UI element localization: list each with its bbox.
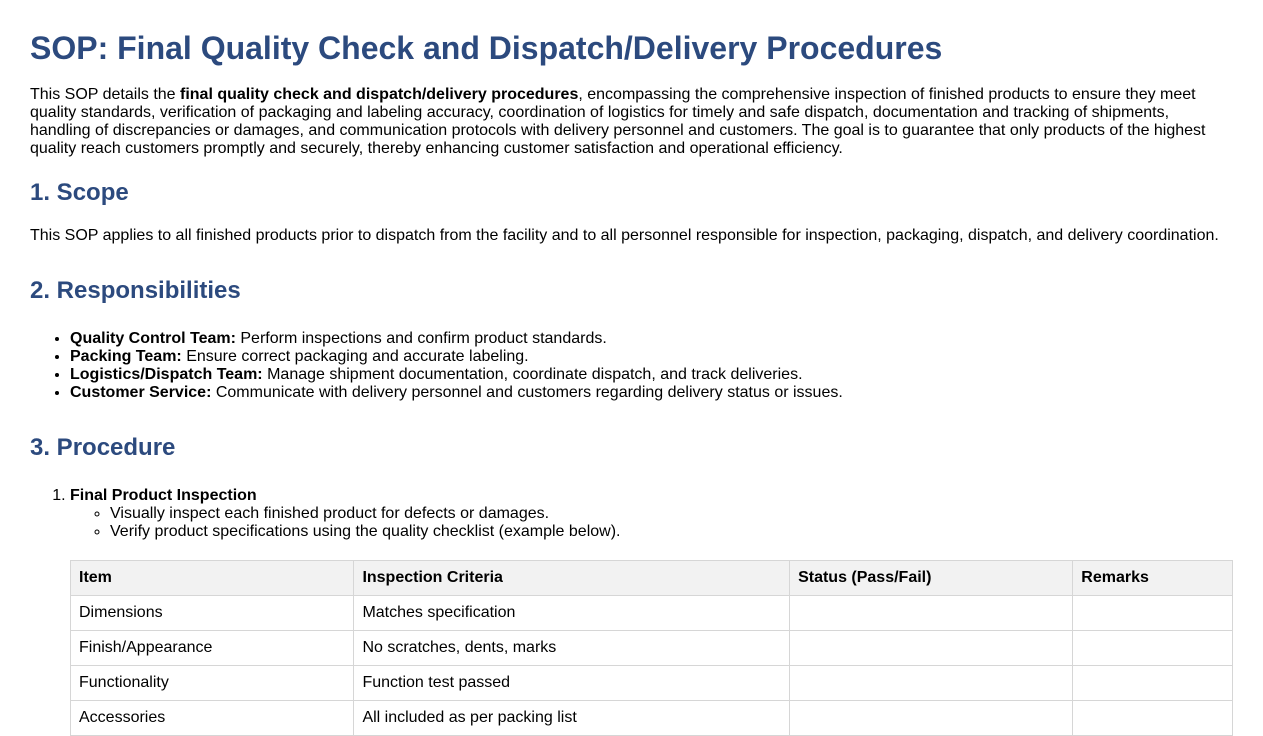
role-label: Packing Team: bbox=[70, 348, 182, 365]
table-cell bbox=[790, 596, 1073, 631]
table-cell: All included as per packing list bbox=[354, 701, 790, 736]
table-row bbox=[71, 701, 1233, 736]
role-text: Ensure correct packaging and accurate labeling. bbox=[181, 348, 529, 365]
column-header: Item bbox=[71, 561, 354, 596]
procedure-steps bbox=[30, 487, 1233, 736]
intro-prefix: This SOP details the bbox=[30, 86, 180, 103]
table-cell bbox=[1073, 701, 1233, 736]
step-title: Final Product Inspection bbox=[70, 487, 257, 504]
table-cell: Function test passed bbox=[354, 666, 790, 701]
list-item bbox=[70, 330, 1233, 348]
role-label: Customer Service: bbox=[70, 384, 212, 401]
role-label: Logistics/Dispatch Team: bbox=[70, 366, 263, 383]
list-item bbox=[70, 366, 1233, 384]
table-cell bbox=[790, 631, 1073, 666]
table-cell bbox=[1073, 596, 1233, 631]
role-label: Quality Control Team: bbox=[70, 330, 236, 347]
column-header: Remarks bbox=[1073, 561, 1233, 596]
intro-bold: final quality check and dispatch/delivery procedures bbox=[180, 86, 579, 103]
page-title: SOP: Final Quality Check and Dispatch/Delivery Procedures bbox=[30, 30, 943, 66]
list-item bbox=[70, 384, 1233, 402]
procedure-heading: 3. Procedure bbox=[30, 434, 176, 461]
role-text: Perform inspections and confirm product standards. bbox=[235, 330, 607, 347]
table-row bbox=[71, 596, 1233, 631]
intro-paragraph bbox=[30, 86, 1220, 158]
table-row bbox=[71, 631, 1233, 666]
table-cell: No scratches, dents, marks bbox=[354, 631, 790, 666]
table-cell: Accessories bbox=[71, 701, 354, 736]
column-header: Status (Pass/Fail) bbox=[790, 561, 1073, 596]
responsibilities-heading: 2. Responsibilities bbox=[30, 277, 241, 304]
table-cell: Finish/Appearance bbox=[71, 631, 354, 666]
table-cell bbox=[790, 666, 1073, 701]
column-header: Inspection Criteria bbox=[354, 561, 790, 596]
role-text: Communicate with delivery personnel and customers regarding delivery status or issues. bbox=[211, 384, 843, 401]
procedure-step bbox=[70, 487, 1233, 736]
list-item: ◦ Verify product specifications using the quality checklist (example below). bbox=[110, 523, 1233, 541]
table-row bbox=[71, 666, 1233, 701]
responsibilities-list bbox=[30, 330, 1233, 402]
scope-heading: 1. Scope bbox=[30, 179, 129, 206]
table-cell: Dimensions bbox=[71, 596, 354, 631]
role-text: Manage shipment documentation, coordinate dispatch, and track deliveries. bbox=[262, 366, 803, 383]
step-bullets bbox=[70, 505, 1233, 541]
intro-suffix: , encompassing the comprehensive inspection of finished products to ensure they meet quality standards, verification of packaging and labeling accuracy, coordination of logistics for timely and safe dispatch, documentation and tracking of shipments, handling of discrepancies or damages, and communication protocols with delivery personnel and customers. The goal is to guarantee that only products of the highest quality reach customers promptly and securely, thereby enhancing customer satisfaction and operational efficiency. bbox=[30, 86, 1206, 157]
list-item: ◦ Visually inspect each finished product for defects or damages. bbox=[110, 505, 1233, 523]
list-item bbox=[70, 348, 1233, 366]
table-cell bbox=[790, 701, 1073, 736]
scope-text: This SOP applies to all finished products prior to dispatch from the facility and to all personnel responsible for inspection, packaging, dispatch, and delivery coordination. bbox=[30, 227, 1219, 244]
table-cell: Matches specification bbox=[354, 596, 790, 631]
table-cell: Functionality bbox=[71, 666, 354, 701]
quality-checklist-table bbox=[70, 560, 1233, 736]
table-header-row bbox=[71, 561, 1233, 596]
table-cell bbox=[1073, 631, 1233, 666]
table-cell bbox=[1073, 666, 1233, 701]
